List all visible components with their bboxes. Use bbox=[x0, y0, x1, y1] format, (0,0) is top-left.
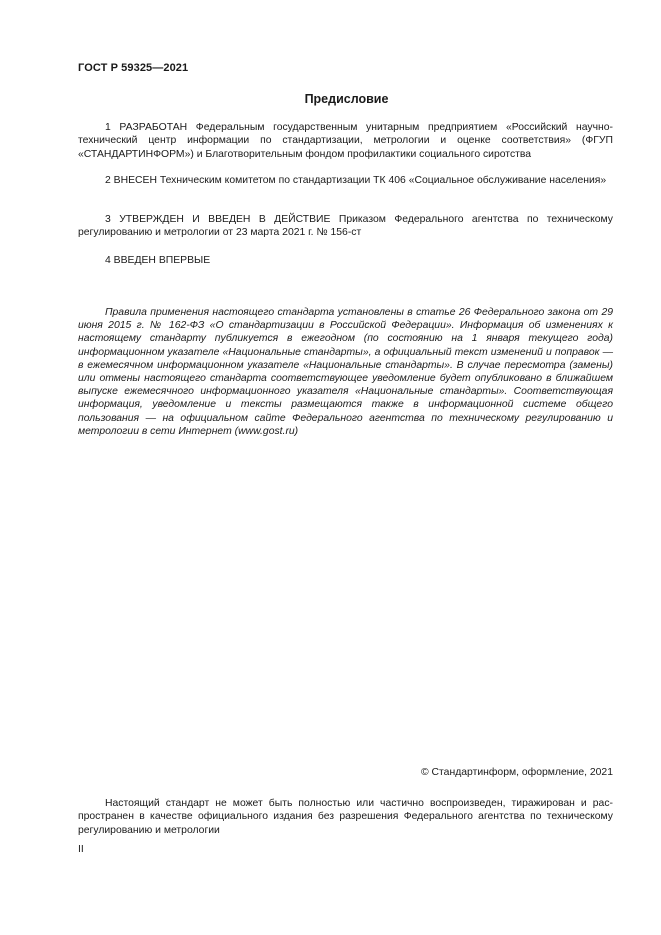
standard-code-header: ГОСТ Р 59325—2021 bbox=[78, 62, 189, 74]
reproduction-notice: Настоящий стандарт не может быть полностью или частично воспроизведен, тиражирован и распространен в качестве официального издания без разрешения Федерального агентства по техническому регулированию и метрологии bbox=[78, 798, 613, 836]
foreword-item-4: 4 ВВЕДЕН ВПЕРВЫЕ bbox=[105, 255, 211, 266]
page-title: Предисловие bbox=[304, 92, 389, 106]
foreword-item-2: 2 ВНЕСЕН Техническим комитетом по стандартизации ТК 406 «Социальное обслуживание населения» bbox=[105, 175, 607, 186]
foreword-item-1: 1 РАЗРАБОТАН Федеральным государственным унитарным предприятием «Российский научно-технический центр информации по стандартизации, метрологии и оценке соответствия» (ФГУП «СТАНДАРТИНФОРМ») и Благотворительным фондом профилактики социального сиротства bbox=[78, 122, 613, 160]
foreword-item-3: 3 УТВЕРЖДЕН И ВВЕДЕН В ДЕЙСТВИЕ Приказом Федерального агентства по техническому регулированию и метрологии от 23 марта 2021 г. № 156-ст bbox=[78, 214, 613, 239]
copyright-line: © Стандартинформ, оформление, 2021 bbox=[420, 767, 613, 778]
standard-application-notice: Правила применения настоящего стандарта установлены в статье 26 Федерального закона от 29 июня 2015 г. № 162-ФЗ «О стандартизации в Российской Федерации». Информация об изменениях к настоящему стандарту публикуется в ежегодном (по состоянию на 1 января текущего года) информационном указателе «Национальные стандарты», а официальный текст изменений и поправок — в ежемесячном информационном указателе «Национальные стандарты». В случае пересмотра (замены) или отмены настоящего стандарта соответствующее уведомление будет опубликовано в ближайшем выпуске ежемесячного информационного указателя «Национальные стандарты». Соответствующая информация, уведомление и тексты размещаются также в информационной системе общего пользования — на официальном сайте Федерального агентства по техническому регулированию и метрологии в сети Интернет (www.gost.ru) bbox=[78, 307, 613, 437]
page-number: II bbox=[78, 844, 84, 855]
